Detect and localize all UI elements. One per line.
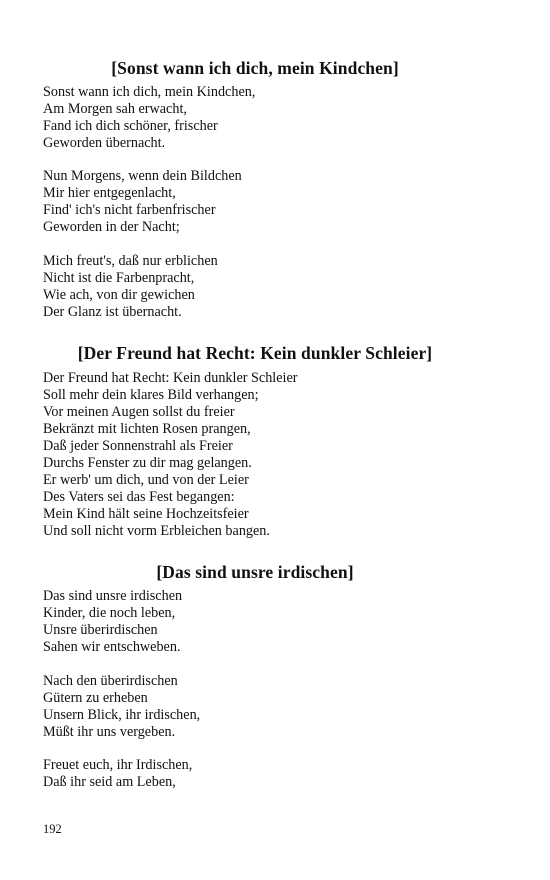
verse-line: Daß jeder Sonnenstrahl als Freier (43, 438, 233, 454)
verse-line: Durchs Fenster zu dir mag gelangen. (43, 455, 252, 471)
stanza (43, 673, 200, 741)
verse-line: Find' ich's nicht farbenfrischer (43, 202, 216, 218)
verse-line: Und soll nicht vorm Erbleichen bangen. (43, 523, 270, 539)
verse-line: Mir hier entgegenlacht, (43, 185, 176, 201)
verse-line: Soll mehr dein klares Bild verhangen; (43, 387, 259, 403)
verse-line: Fand ich dich schöner, frischer (43, 118, 218, 134)
verse-line: Gütern zu erheben (43, 690, 148, 706)
verse-line: Müßt ihr uns vergeben. (43, 724, 176, 740)
verse-line: Nach den überirdischen (43, 673, 178, 689)
stanza (43, 168, 242, 236)
verse-line: Am Morgen sah erwacht, (43, 101, 187, 117)
verse-line: Kinder, die noch leben, (43, 605, 176, 621)
verse-line: Unsern Blick, ihr irdischen, (43, 707, 201, 723)
verse-line: Der Glanz ist übernacht. (43, 304, 182, 320)
stanza (43, 370, 298, 540)
verse-line: Sonst wann ich dich, mein Kindchen, (43, 84, 256, 100)
verse-line: Sahen wir entschweben. (43, 639, 181, 655)
verse-line: Nun Morgens, wenn dein Bildchen (43, 168, 242, 184)
verse-line: Nicht ist die Farbenpracht, (43, 270, 195, 286)
verse-line: Er werb' um dich, und von der Leier (43, 472, 249, 488)
verse-line: Daß ihr seid am Leben, (43, 774, 176, 790)
stanza (43, 84, 255, 152)
stanza (43, 588, 182, 656)
verse-line: Der Freund hat Recht: Kein dunkler Schleier (43, 370, 298, 386)
poem-title: [Das sind unsre irdischen] (156, 562, 354, 582)
verse-line: Des Vaters sei das Fest begangen: (43, 489, 235, 505)
verse-line: Freuet euch, ihr Irdischen, (43, 757, 193, 773)
verse-line: Wie ach, von dir gewichen (43, 287, 195, 303)
verse-line: Mein Kind hält seine Hochzeitsfeier (43, 506, 249, 522)
verse-line: Das sind unsre irdischen (43, 588, 183, 604)
stanza (43, 253, 218, 321)
page-number: 192 (43, 822, 62, 836)
verse-line: Geworden übernacht. (43, 135, 166, 151)
verse-line: Unsre überirdischen (43, 622, 158, 638)
verse-line: Geworden in der Nacht; (43, 219, 180, 235)
verse-line: Mich freut's, daß nur erblichen (43, 253, 218, 269)
stanza (43, 757, 192, 791)
poem-title: [Der Freund hat Recht: Kein dunkler Schleier] (77, 343, 433, 363)
verse-line: Vor meinen Augen sollst du freier (43, 404, 235, 420)
poem-title: [Sonst wann ich dich, mein Kindchen] (111, 58, 399, 78)
verse-line: Bekränzt mit lichten Rosen prangen, (43, 421, 251, 437)
